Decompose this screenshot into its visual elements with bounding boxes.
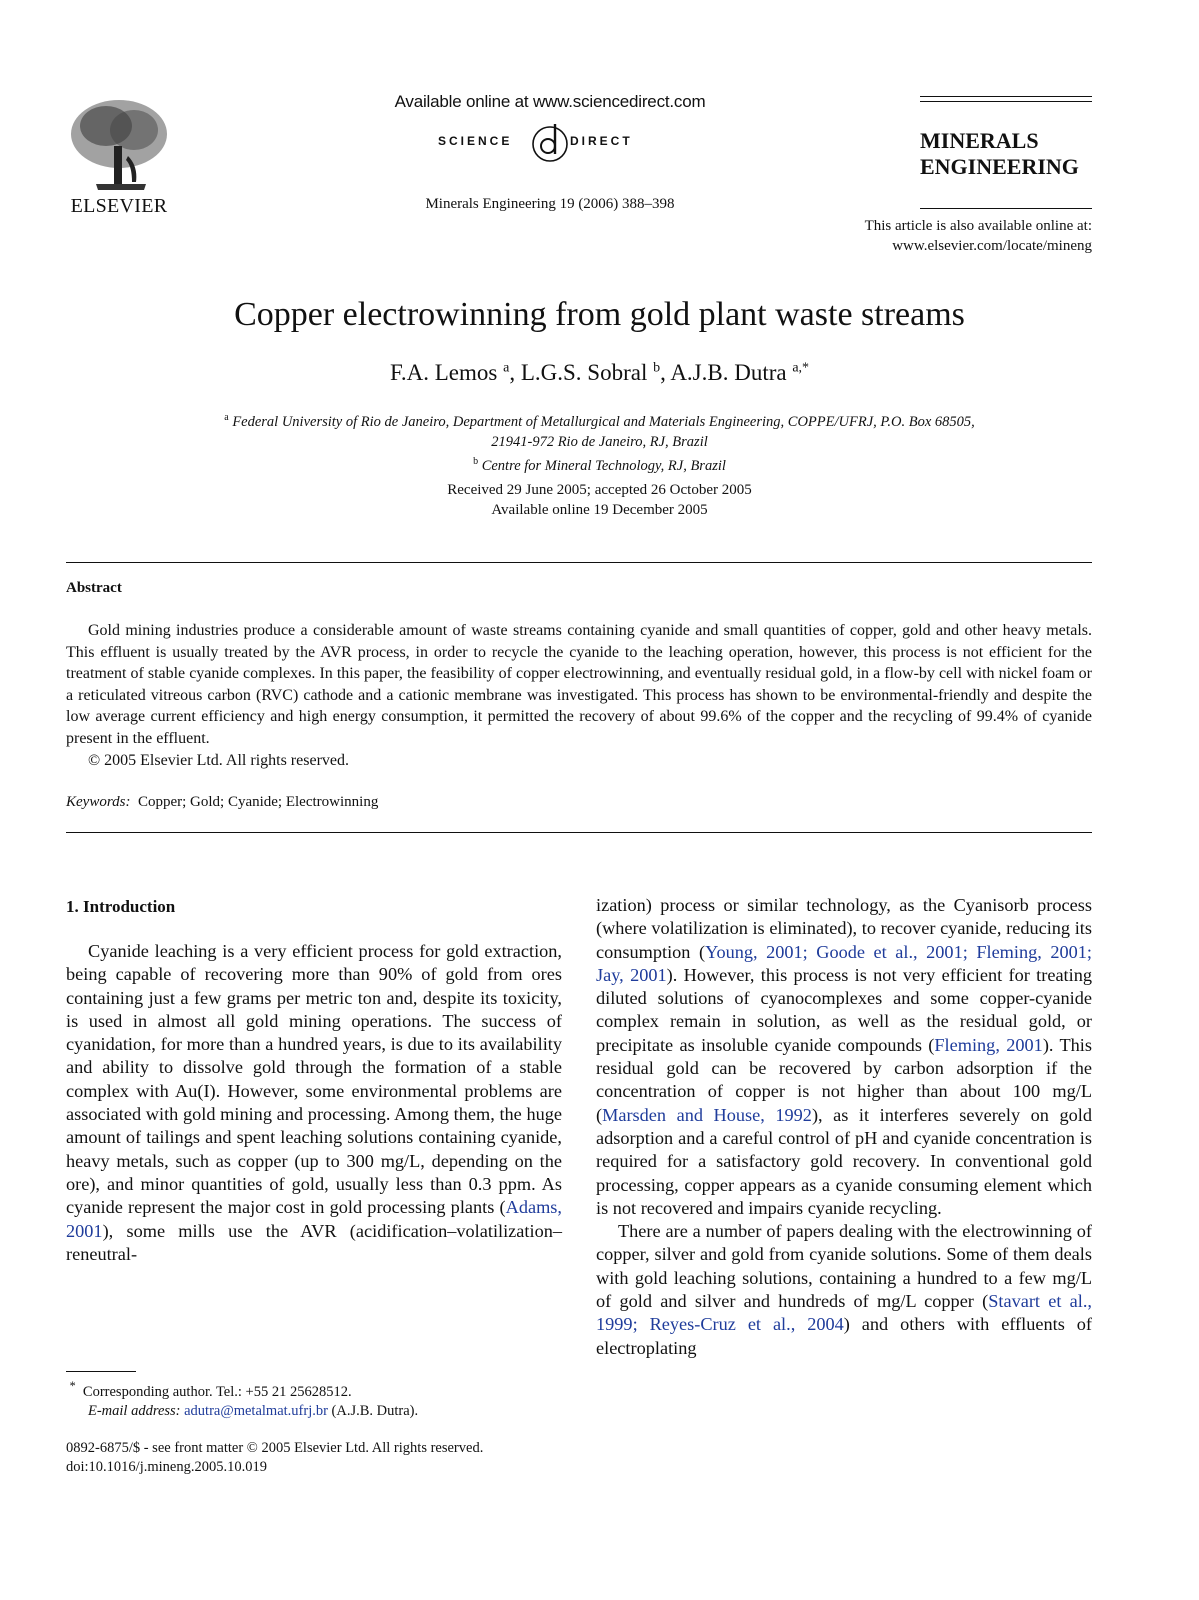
- corresponding-text: Corresponding author. Tel.: +55 21 25628512.: [82, 1383, 352, 1400]
- body-right-column: [596, 894, 1092, 1360]
- body-text: ization) process or similar technology, as the Cyanisorb process (where volatilization is eliminated), to recover cyanide, reducing its consumption (: [596, 895, 1092, 962]
- journal-title-line2: ENGINEERING: [920, 154, 1079, 179]
- keywords-list: Copper; Gold; Cyanide; Electrowinning: [137, 794, 379, 810]
- sd-left-word: SCIENCE: [438, 134, 513, 148]
- footnote-star: *: [69, 1379, 76, 1393]
- online-availability-note: [780, 216, 1092, 256]
- email-link[interactable]: adutra@metalmat.ufrj.br: [184, 1402, 328, 1419]
- affiliation-a-line2: 21941-972 Rio de Janeiro, RJ, Brazil: [491, 433, 708, 450]
- online-note-url[interactable]: www.elsevier.com/locate/mineng: [892, 238, 1092, 254]
- citation-link[interactable]: Stavart et al., 1999; Reyes-Cruz et al., 2004: [596, 1291, 1092, 1335]
- author-name: L.G.S. Sobral: [520, 360, 648, 385]
- abstract-copyright: © 2005 Elsevier Ltd. All rights reserved.: [88, 752, 349, 769]
- footnote-rule: [66, 1371, 136, 1372]
- abstract-text: Gold mining industries produce a considerable amount of waste streams containing cyanide and small quantities of copper, gold and other heavy metals. This effluent is usually treated by the AVR process, in order to recycle the cyanide to the leaching operation, however, this process is not efficient for the treatment of stable cyanide complexes. In this paper, the feasibility of copper electrowinning, and eventually residual gold, in a flow-by cell with nickel foam or a reticulated vitreous carbon (RVC) cathode and a cationic membrane was investigated. This process has shown to be environmental-friendly and despite the low average current efficiency and high energy consumption, it permitted the recovery of about 99.6% of the copper and the recycling of 99.4% of cyanide present in the effluent.: [66, 622, 1092, 747]
- email-label: E-mail address:: [88, 1402, 181, 1419]
- citation-link[interactable]: Adams, 2001: [66, 1197, 562, 1241]
- author-name: A.J.B. Dutra: [670, 360, 787, 385]
- body-text: ). However, this process is not very efficient for treating diluted solutions of cyanocomplexes and some copper-cyanide complex remain in solution, as well as the residual gold, or precipitate as insoluble cyanide compounds (: [596, 964, 1092, 1055]
- journal-top-rule-1: [920, 96, 1092, 97]
- body-left-column: [66, 940, 562, 1266]
- keywords: [66, 794, 378, 811]
- citation-link[interactable]: Marsden and House, 1992: [602, 1104, 812, 1125]
- body-text: ), as it interferes severely on gold adsorption and a careful control of pH and cyanide concentration is required for a satisfactory gold recovery. In conventional gold processing, copper appears as a cyanide consuming element which is not recovered and impairs cyanide recycling.: [596, 1104, 1092, 1218]
- sciencedirect-logo: [430, 120, 670, 164]
- journal-bottom-rule: [920, 208, 1092, 209]
- author-affil-sup: a,*: [792, 360, 810, 376]
- article-dates: [60, 480, 1139, 520]
- journal-top-rule-2: [920, 101, 1092, 102]
- doi-line[interactable]: doi:10.1016/j.mineng.2005.10.019: [66, 1459, 267, 1475]
- issn-line: 0892-6875/$ - see front matter © 2005 Elsevier Ltd. All rights reserved.: [66, 1440, 484, 1456]
- journal-citation: Minerals Engineering 19 (2006) 388–398: [425, 196, 675, 212]
- affiliations: $^a$ Federal University of Rio de Janeiro, Department of Metallurgical and Materials Engineering, COPPE/UFRJ, P.O. Box 68505, 21941-972 Rio de Janeiro, RJ, Brazil $^b$ Centre for Mineral Technology, RJ, Brazil: [60, 408, 1139, 476]
- email-suffix: (A.J.B. Dutra).: [331, 1402, 419, 1419]
- affiliation-b: Centre for Mineral Technology, RJ, Brazil: [481, 457, 726, 474]
- available-date: Available online 19 December 2005: [491, 502, 708, 518]
- author-list: F.A. Lemos $^a$, L.G.S. Sobral $^b$, A.J.B. Dutra $^{a,*}$: [389, 360, 810, 385]
- available-online-text: Available online at www.sciencedirect.com: [394, 92, 706, 111]
- sd-right-word: DIRECT: [570, 134, 633, 148]
- corresponding-author-footnote: [66, 1377, 562, 1421]
- abstract-heading: Abstract: [66, 580, 122, 596]
- journal-title: [920, 128, 1092, 180]
- section-heading-introduction: 1. Introduction: [66, 897, 176, 916]
- received-date: Received 29 June 2005; accepted 26 October 2005: [447, 482, 752, 498]
- body-text: ), some mills use the AVR (acidification–volatilization–reneutral-: [66, 1220, 562, 1264]
- journal-title-line1: MINERALS: [920, 128, 1039, 153]
- body-text: Cyanide leaching is a very efficient process for gold extraction, being capable of recovering more than 90% of gold from ores containing just a few grams per metric ton and, despite its toxicity, is used in almost all gold mining operations. The success of cyanidation, for more than a hundred years, is due to its availability and ability to dissolve gold through the formation of a stable complex with Au(I). However, some environmental problems are associated with gold mining and processing. Among them, the huge amount of tailings and spent leaching solutions containing cyanide, heavy metals, such as copper (up to 300 mg/L, depending on the ore), and minor quantities of gold, usually less than 0.3 ppm. As cyanide represent the major cost in gold processing plants (: [66, 941, 562, 1218]
- abstract-bottom-rule: [66, 832, 1092, 833]
- body-text: ). This residual gold can be recovered by carbon adsorption if the concentration of copper is not higher than about 100 mg/L (: [596, 1034, 1092, 1125]
- author-affil-sup: b: [653, 360, 661, 376]
- body-paragraph: [596, 894, 1092, 1220]
- abstract-top-rule: [66, 562, 1092, 563]
- author-affil-sup: a: [503, 360, 510, 376]
- body-paragraph: [596, 1220, 1092, 1360]
- body-text: There are a number of papers dealing with the electrowinning of copper, silver and gold from cyanide solutions. Some of them deals with gold leaching solutions, containing a hundred to a few mg/L of gold and silver and hundreds of mg/L copper (: [596, 1221, 1092, 1312]
- article-title: Copper electrowinning from gold plant waste streams: [234, 296, 965, 333]
- citation-link[interactable]: Fleming, 2001: [934, 1034, 1043, 1055]
- page-footer: [66, 1439, 586, 1477]
- online-note-line1: This article is also available online at:: [864, 218, 1092, 234]
- publisher-name: ELSEVIER: [70, 195, 168, 217]
- sd-at-d-icon: [530, 120, 570, 164]
- affiliation-a-line1: Federal University of Rio de Janeiro, Department of Metallurgical and Materials Engineering, COPPE/UFRJ, P.O. Box 68505,: [232, 413, 975, 430]
- author-name: F.A. Lemos: [389, 360, 498, 385]
- keywords-label: Keywords:: [66, 794, 131, 810]
- body-text: ) and others with effluents of electroplating: [596, 1314, 1092, 1358]
- citation-link[interactable]: Young, 2001; Goode et al., 2001; Fleming, 2001; Jay, 2001: [596, 941, 1093, 985]
